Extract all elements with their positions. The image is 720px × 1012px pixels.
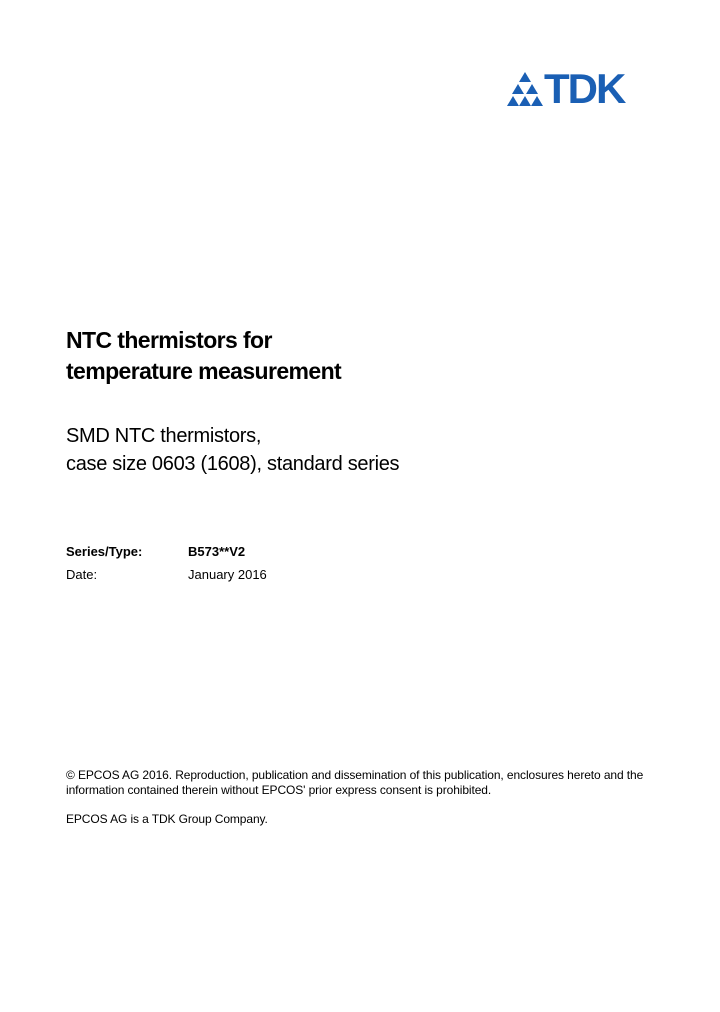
series-label: Series/Type: [66,544,143,559]
company-note: EPCOS AG is a TDK Group Company. [66,812,268,826]
subtitle-line-1: SMD NTC thermistors, [66,425,262,447]
tdk-triangle-logo-icon [507,70,543,108]
copyright-line-2: information contained therein without EPCOS' prior express consent is prohibited. [66,783,492,797]
title-line-2: temperature measurement [66,358,342,384]
copyright-notice [66,768,666,798]
series-value: B573**V2 [188,544,246,559]
document-title [66,325,341,387]
tdk-logo [507,65,657,112]
date-label: Date: [66,567,98,582]
document-metadata [66,540,366,586]
date-value: January 2016 [188,567,267,582]
date-row [66,563,366,586]
document-subtitle [66,422,399,478]
logo-wordmark: TDK [544,65,625,112]
series-row [66,540,366,563]
title-line-1: NTC thermistors for [66,327,272,353]
subtitle-line-2: case size 0603 (1608), standard series [66,453,400,475]
copyright-line-1: © EPCOS AG 2016. Reproduction, publication and dissemination of this publication, enclosures hereto and the [66,768,644,782]
